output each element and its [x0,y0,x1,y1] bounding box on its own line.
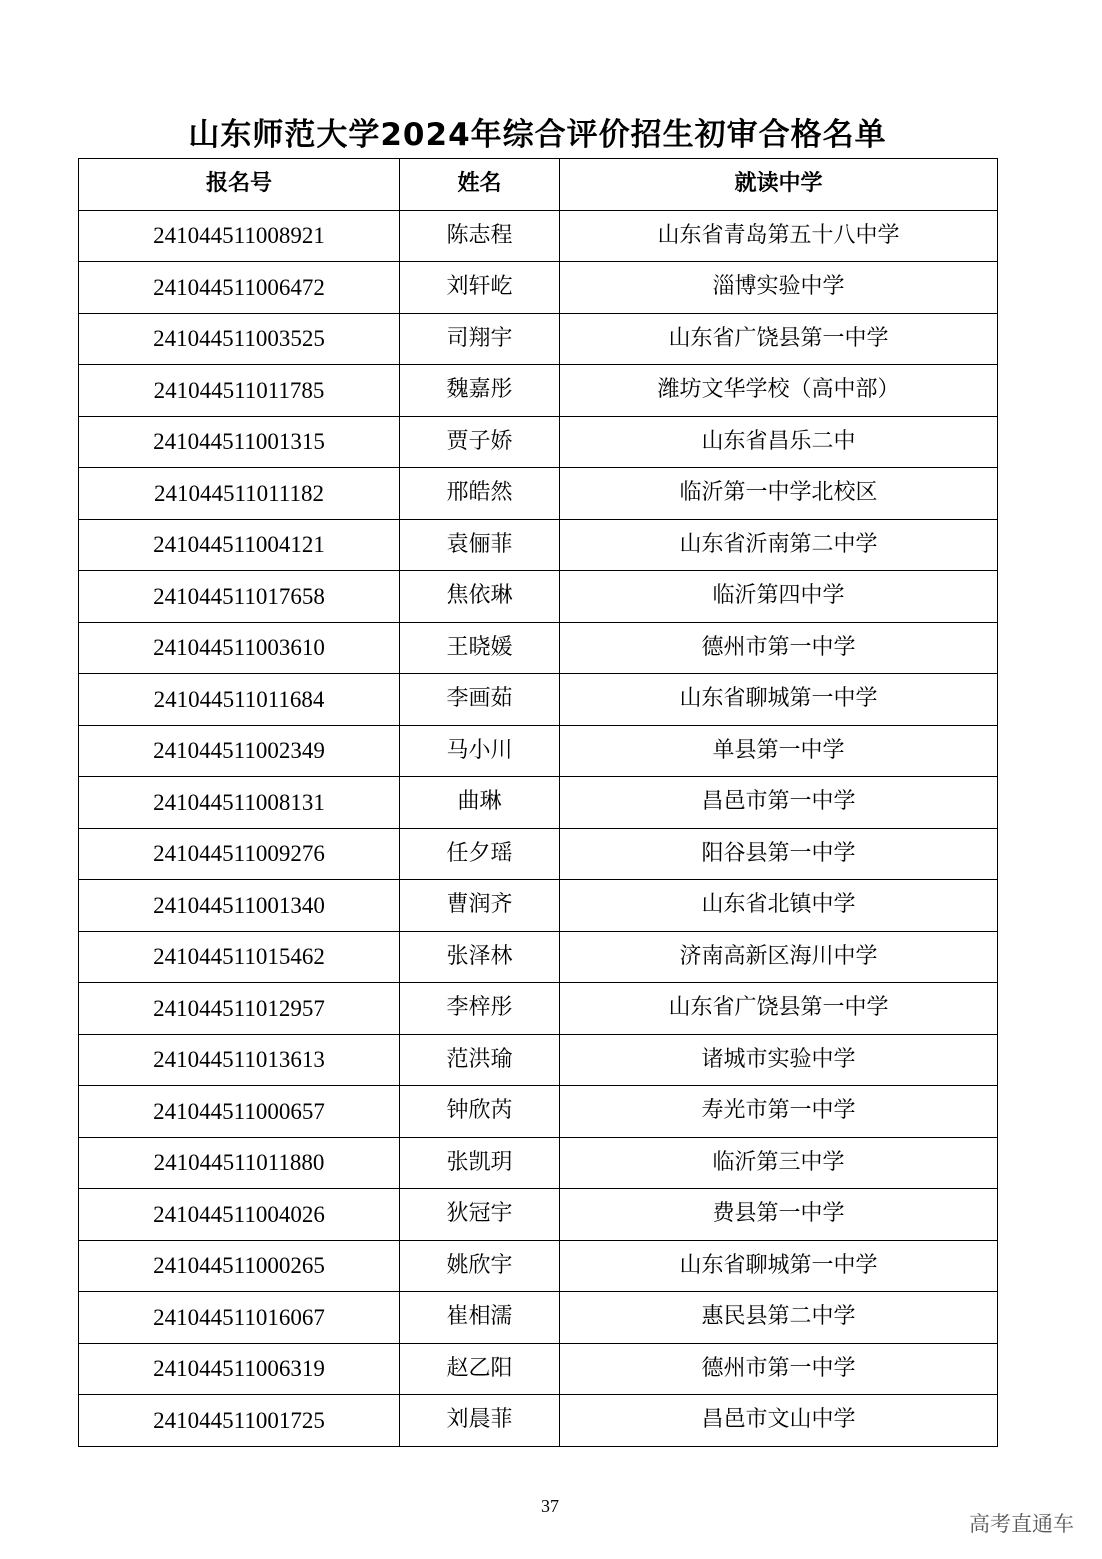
student-name-cell: 任夕瑶 [400,828,560,880]
student-name-cell: 贾子娇 [400,416,560,468]
registration-number-cell: 241044511003525 [79,313,400,365]
table-row [79,1240,998,1292]
registration-number-cell: 241044511003610 [79,622,400,674]
registration-number-cell: 241044511000657 [79,1086,400,1138]
table-row [79,725,998,777]
student-name-cell: 马小川 [400,725,560,777]
school-cell: 临沂第四中学 [560,571,998,623]
school-cell: 单县第一中学 [560,725,998,777]
student-name-cell: 李梓彤 [400,983,560,1035]
registration-number-cell: 241044511000265 [79,1240,400,1292]
table-row [79,1292,998,1344]
student-name-cell: 张泽林 [400,931,560,983]
table-row [79,1395,998,1447]
registration-number-cell: 241044511011684 [79,674,400,726]
table-row [79,1034,998,1086]
school-cell: 山东省广饶县第一中学 [560,313,998,365]
table-row [79,1189,998,1241]
student-name-cell: 李画茹 [400,674,560,726]
header-school: 就读中学 [560,159,998,211]
table-row [79,1137,998,1189]
table-row [79,210,998,262]
student-name-cell: 陈志程 [400,210,560,262]
student-name-cell: 范洪瑜 [400,1034,560,1086]
registration-number-cell: 241044511002349 [79,725,400,777]
registration-number-cell: 241044511017658 [79,571,400,623]
school-cell: 昌邑市第一中学 [560,777,998,829]
school-cell: 寿光市第一中学 [560,1086,998,1138]
student-name-cell: 崔相濡 [400,1292,560,1344]
student-name-cell: 刘晨菲 [400,1395,560,1447]
table-row [79,622,998,674]
registration-number-cell: 241044511011880 [79,1137,400,1189]
registration-number-cell: 241044511013613 [79,1034,400,1086]
student-name-cell: 刘轩屹 [400,262,560,314]
school-cell: 临沂第三中学 [560,1137,998,1189]
table-row [79,777,998,829]
student-name-cell: 焦依琳 [400,571,560,623]
table-row [79,983,998,1035]
registration-number-cell: 241044511012957 [79,983,400,1035]
table-row [79,1086,998,1138]
school-cell: 山东省聊城第一中学 [560,1240,998,1292]
registration-number-cell: 241044511006472 [79,262,400,314]
document-title: 山东师范大学2024年综合评价招生初审合格名单 [188,117,887,153]
table-row [79,1343,998,1395]
student-name-cell: 邢皓然 [400,468,560,520]
registration-number-cell: 241044511016067 [79,1292,400,1344]
registration-number-cell: 241044511008131 [79,777,400,829]
school-cell: 山东省沂南第二中学 [560,519,998,571]
school-cell: 费县第一中学 [560,1189,998,1241]
school-cell: 阳谷县第一中学 [560,828,998,880]
school-cell: 山东省昌乐二中 [560,416,998,468]
student-name-cell: 曲琳 [400,777,560,829]
table-row [79,468,998,520]
table-row [79,828,998,880]
student-name-cell: 袁俪菲 [400,519,560,571]
roster-table [78,158,998,1447]
school-cell: 德州市第一中学 [560,622,998,674]
registration-number-cell: 241044511015462 [79,931,400,983]
registration-number-cell: 241044511001315 [79,416,400,468]
registration-number-cell: 241044511001725 [79,1395,400,1447]
student-name-cell: 狄冠宇 [400,1189,560,1241]
student-name-cell: 钟欣芮 [400,1086,560,1138]
school-cell: 惠民县第二中学 [560,1292,998,1344]
registration-number-cell: 241044511004121 [79,519,400,571]
student-name-cell: 魏嘉彤 [400,365,560,417]
student-name-cell: 王晓媛 [400,622,560,674]
school-cell: 山东省北镇中学 [560,880,998,932]
table-row [79,365,998,417]
table-row [79,313,998,365]
table-row [79,416,998,468]
school-cell: 潍坊文华学校（高中部） [560,365,998,417]
registration-number-cell: 241044511011182 [79,468,400,520]
school-cell: 德州市第一中学 [560,1343,998,1395]
table-row [79,519,998,571]
table-header-row [79,159,998,211]
registration-number-cell: 241044511006319 [79,1343,400,1395]
table-row [79,571,998,623]
header-name: 姓名 [400,159,560,211]
student-name-cell: 赵乙阳 [400,1343,560,1395]
watermark: 高考直通车 [969,1512,1074,1536]
table-row [79,674,998,726]
school-cell: 淄博实验中学 [560,262,998,314]
registration-number-cell: 241044511001340 [79,880,400,932]
student-name-cell: 曹润齐 [400,880,560,932]
school-cell: 昌邑市文山中学 [560,1395,998,1447]
school-cell: 山东省广饶县第一中学 [560,983,998,1035]
student-name-cell: 司翔宇 [400,313,560,365]
school-cell: 济南高新区海川中学 [560,931,998,983]
registration-number-cell: 241044511009276 [79,828,400,880]
table-row [79,880,998,932]
school-cell: 临沂第一中学北校区 [560,468,998,520]
table-row [79,262,998,314]
table-row [79,931,998,983]
school-cell: 山东省聊城第一中学 [560,674,998,726]
registration-number-cell: 241044511011785 [79,365,400,417]
roster-body [79,210,998,1446]
registration-number-cell: 241044511008921 [79,210,400,262]
student-name-cell: 张凯玥 [400,1137,560,1189]
header-registration-number: 报名号 [79,159,400,211]
student-name-cell: 姚欣宇 [400,1240,560,1292]
school-cell: 诸城市实验中学 [560,1034,998,1086]
page-number: 37 [541,1496,559,1516]
registration-number-cell: 241044511004026 [79,1189,400,1241]
school-cell: 山东省青岛第五十八中学 [560,210,998,262]
